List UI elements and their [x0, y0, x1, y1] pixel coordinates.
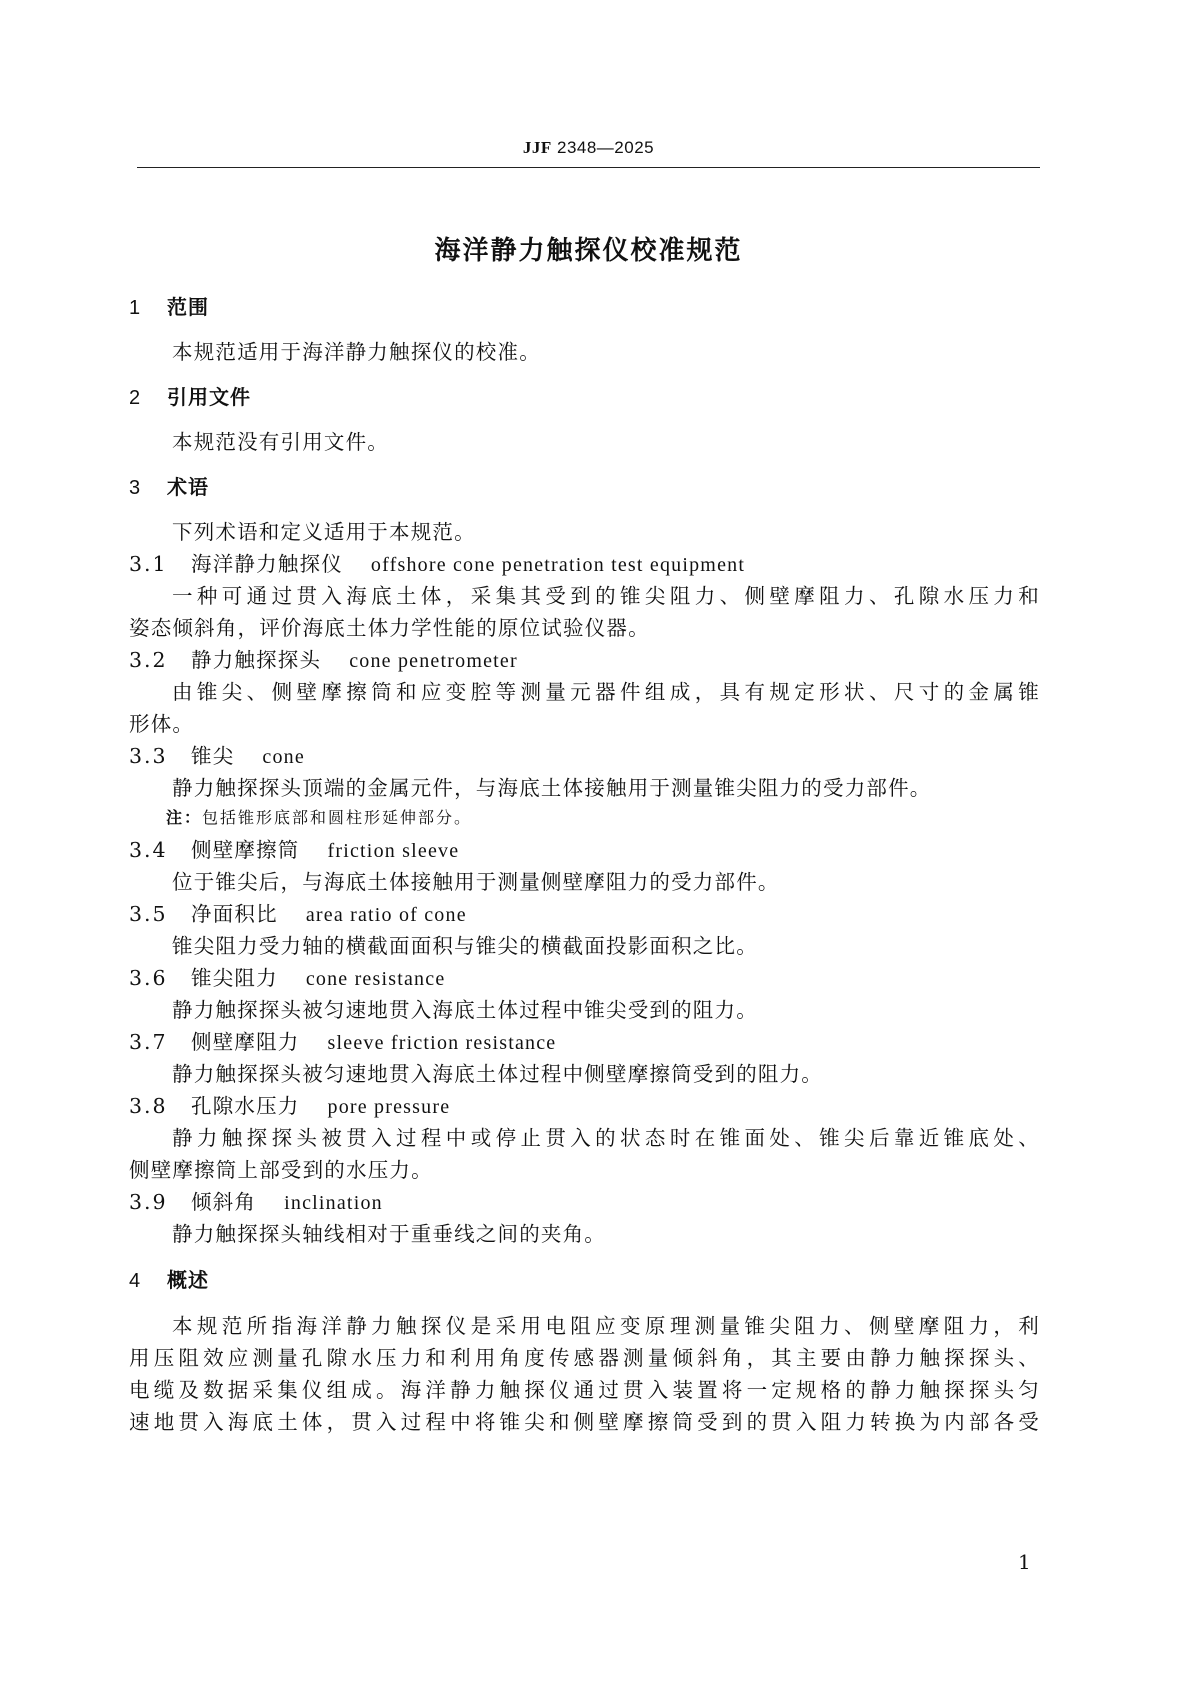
page-number: 1 [1018, 1550, 1031, 1574]
section-3-intro: 下列术语和定义适用于本规范。 [172, 520, 476, 544]
term-en: pore pressure [327, 1096, 451, 1118]
term-3-8 [129, 1091, 450, 1122]
note-text: 包括锥形底部和圆柱形延伸部分。 [202, 808, 473, 827]
term-definition-line: 静力触探探头轴线相对于重垂线之间的夹角。 [172, 1222, 606, 1246]
term-zh: 侧壁摩擦筒 [191, 838, 300, 862]
term-en: cone [262, 746, 305, 768]
term-definition-line: 静力触探探头被贯入过程中或停止贯入的状态时在锥面处、锥尖后靠近锥底处、 [172, 1126, 1040, 1150]
term-definition-line: 静力触探探头顶端的金属元件，与海底土体接触用于测量锥尖阻力的受力部件。 [172, 776, 932, 800]
term-number: 3.1 [129, 552, 168, 576]
term-3-9 [129, 1187, 383, 1218]
term-number: 3.9 [129, 1190, 168, 1214]
term-number: 3.6 [129, 966, 168, 990]
term-zh: 锥尖 [191, 744, 235, 768]
section-title: 引用文件 [167, 385, 251, 409]
term-en: offshore cone penetration test equipment [370, 554, 746, 576]
term-en: area ratio of cone [305, 904, 467, 926]
term-zh: 净面积比 [191, 902, 278, 926]
term-3-1 [129, 549, 745, 580]
section-2-heading [129, 382, 251, 413]
overview-line: 本规范所指海洋静力触探仪是采用电阻应变原理测量锥尖阻力、侧壁摩阻力，利 [172, 1314, 1040, 1338]
section-2-body: 本规范没有引用文件。 [172, 430, 389, 454]
term-number: 3.3 [129, 744, 168, 768]
term-en: cone penetrometer [349, 650, 518, 672]
term-zh: 静力触探探头 [191, 648, 322, 672]
term-definition-line: 侧壁摩擦筒上部受到的水压力。 [129, 1158, 433, 1182]
term-3-6 [129, 963, 445, 994]
note-label: 注： [166, 808, 203, 827]
term-3-7 [129, 1027, 556, 1058]
term-definition-line: 一种可通过贯入海底土体，采集其受到的锥尖阻力、侧壁摩阻力、孔隙水压力和 [172, 584, 1040, 608]
section-number: 1 [129, 297, 142, 319]
standard-code-prefix: JJF [522, 138, 552, 157]
overview-line: 电缆及数据采集仪组成。海洋静力触探仪通过贯入装置将一定规格的静力触探探头匀 [129, 1378, 1040, 1402]
term-en: sleeve friction resistance [327, 1032, 557, 1054]
section-1-body: 本规范适用于海洋静力触探仪的校准。 [172, 340, 541, 364]
section-title: 概述 [167, 1268, 209, 1292]
term-3-5 [129, 899, 467, 930]
term-zh: 倾斜角 [191, 1190, 257, 1214]
section-title: 范围 [167, 295, 209, 319]
term-zh: 孔隙水压力 [191, 1094, 300, 1118]
term-definition-line: 静力触探探头被匀速地贯入海底土体过程中侧壁摩擦筒受到的阻力。 [172, 1062, 823, 1086]
section-number: 3 [129, 477, 142, 499]
term-note [166, 803, 472, 833]
section-3-heading [129, 472, 209, 503]
term-number: 3.4 [129, 838, 168, 862]
term-definition-line: 姿态倾斜角，评价海底土体力学性能的原位试验仪器。 [129, 616, 650, 640]
term-3-4 [129, 835, 459, 866]
standard-code-number: 2348—2025 [556, 138, 655, 157]
document-header [137, 138, 1040, 158]
term-en: inclination [284, 1192, 383, 1214]
term-definition-line: 位于锥尖后，与海底土体接触用于测量侧壁摩阻力的受力部件。 [172, 870, 780, 894]
term-number: 3.2 [129, 648, 168, 672]
term-en: cone resistance [305, 968, 446, 990]
term-number: 3.8 [129, 1094, 168, 1118]
overview-line: 速地贯入海底土体，贯入过程中将锥尖和侧壁摩擦筒受到的贯入阻力转换为内部各受 [129, 1410, 1040, 1434]
term-number: 3.5 [129, 902, 168, 926]
term-zh: 海洋静力触探仪 [191, 552, 343, 576]
term-definition-line: 由锥尖、侧壁摩擦筒和应变腔等测量元器件组成，具有规定形状、尺寸的金属锥 [172, 680, 1040, 704]
overview-line: 用压阻效应测量孔隙水压力和利用角度传感器测量倾斜角，其主要由静力触探探头、 [129, 1346, 1040, 1370]
term-definition-line: 形体。 [129, 712, 195, 736]
term-3-2 [129, 645, 518, 676]
page-title: 海洋静力触探仪校准规范 [434, 236, 743, 266]
section-title: 术语 [167, 475, 209, 499]
term-3-3 [129, 741, 305, 772]
section-1-heading [129, 292, 209, 323]
section-4-heading [129, 1265, 209, 1296]
term-definition-line: 锥尖阻力受力轴的横截面面积与锥尖的横截面投影面积之比。 [172, 934, 758, 958]
term-definition-line: 静力触探探头被匀速地贯入海底土体过程中锥尖受到的阻力。 [172, 998, 758, 1022]
section-number: 4 [129, 1270, 142, 1292]
term-zh: 锥尖阻力 [191, 966, 278, 990]
term-number: 3.7 [129, 1030, 168, 1054]
term-zh: 侧壁摩阻力 [191, 1030, 300, 1054]
term-en: friction sleeve [327, 840, 460, 862]
section-number: 2 [129, 387, 142, 409]
header-rule [137, 167, 1040, 168]
